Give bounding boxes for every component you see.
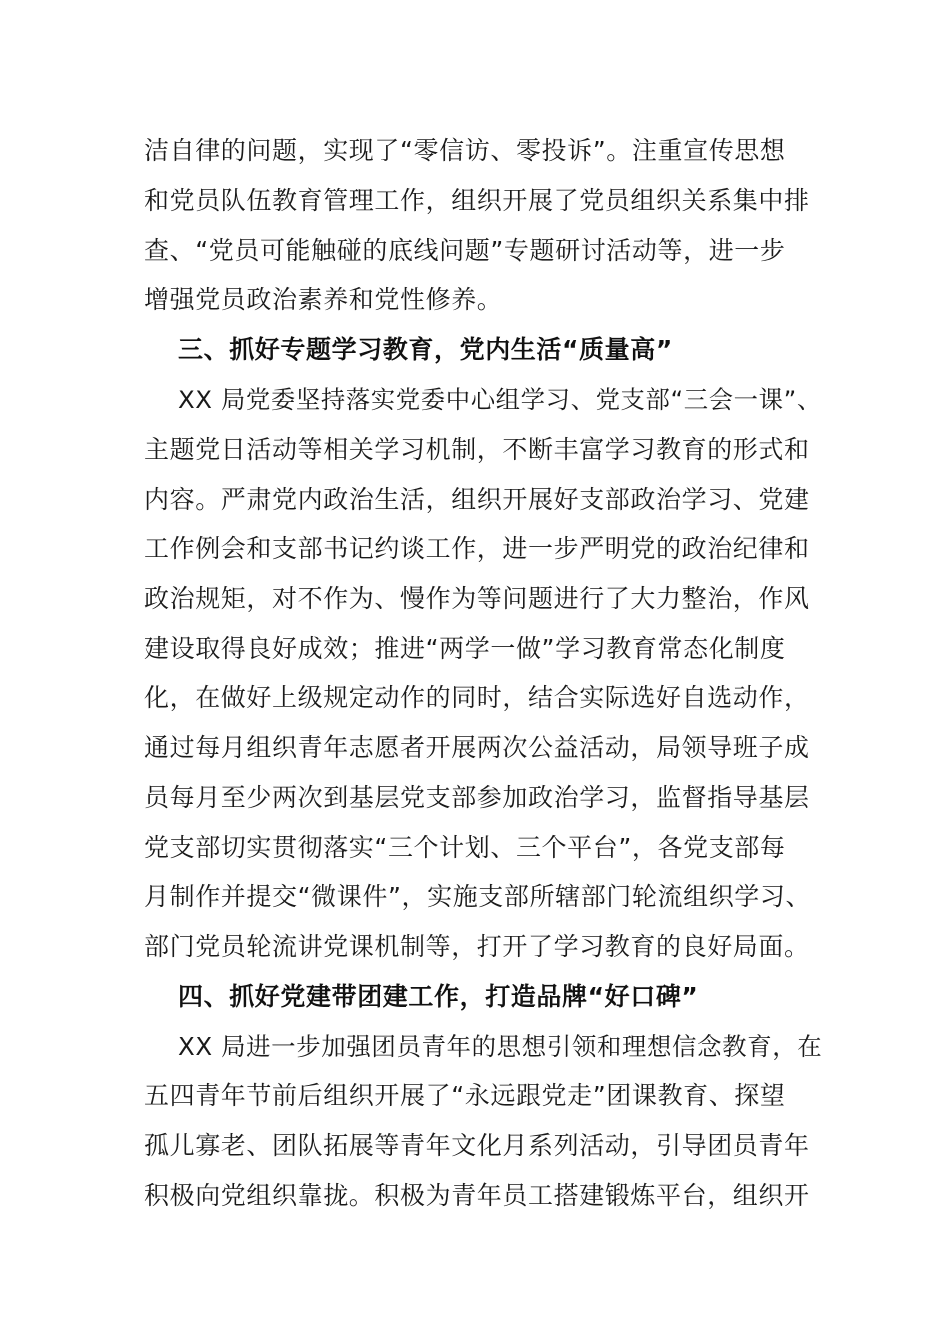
paragraph-line: 增强党员政治素养和党性修养。 (144, 285, 503, 314)
section-heading: 三、抓好专题学习教育，党内生活“质量高” (178, 335, 673, 364)
paragraph-line: 和党员队伍教育管理工作，组织开展了党员组织关系集中排 (144, 186, 810, 215)
paragraph-line: 部门党员轮流讲党课机制等，打开了学习教育的良好局面。 (144, 932, 810, 961)
paragraph-line: 积极向党组织靠拢。积极为青年员工搭建锻炼平台，组织开 (144, 1181, 810, 1210)
paragraph-line: 主题党日活动等相关学习机制，不断丰富学习教育的形式和 (144, 435, 810, 464)
paragraph-line: 建设取得良好成效；推进“两学一做”学习教育常态化制度 (144, 634, 786, 663)
paragraph-line: 内容。严肃党内政治生活，组织开展好支部政治学习、党建 (144, 485, 810, 514)
paragraph-line: 通过每月组织青年志愿者开展两次公益活动，局领导班子成 (144, 733, 810, 762)
paragraph-line: 五四青年节前后组织开展了“永远跟党走”团课教育、探望 (144, 1081, 786, 1110)
paragraph-line: 月制作并提交“微课件”，实施支部所辖部门轮流组织学习、 (144, 882, 812, 911)
paragraph-line: XX 局进一步加强团员青年的思想引领和理想信念教育，在 (178, 1032, 823, 1061)
paragraph-line: 工作例会和支部书记约谈工作，进一步严明党的政治纪律和 (144, 534, 810, 563)
paragraph-line: 党支部切实贯彻落实“三个计划、三个平台”，各党支部每 (144, 833, 786, 862)
paragraph-line: 员每月至少两次到基层党支部参加政治学习，监督指导基层 (144, 783, 810, 812)
section-heading: 四、抓好党建带团建工作，打造品牌“好口碑” (178, 982, 699, 1011)
paragraph-line: 政治规矩，对不作为、慢作为等问题进行了大力整治，作风 (144, 584, 810, 613)
paragraph-line: 孤儿寡老、团队拓展等青年文化月系列活动，引导团员青年 (144, 1131, 810, 1160)
paragraph-line: 查、“党员可能触碰的底线问题”专题研讨活动等，进一步 (144, 236, 786, 265)
paragraph-line: 洁自律的问题，实现了“零信访、零投诉”。注重宣传思想 (144, 136, 786, 165)
paragraph-line: XX 局党委坚持落实党委中心组学习、党支部“三会一课”、 (178, 385, 822, 414)
paragraph-line: 化，在做好上级规定动作的同时，结合实际选好自选动作， (144, 683, 810, 712)
